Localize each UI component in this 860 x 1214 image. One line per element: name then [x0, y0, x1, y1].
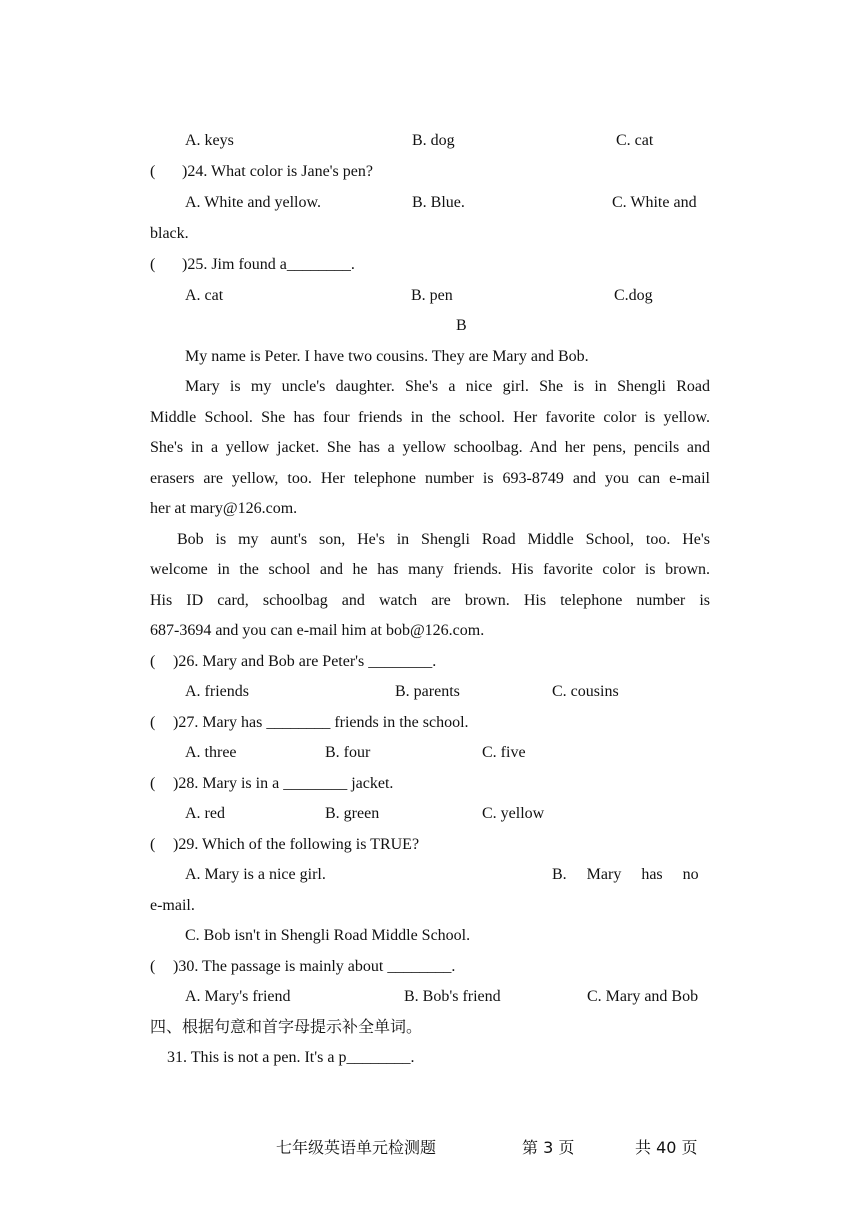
q24-option-c-cont: black.	[150, 225, 189, 242]
q30-option-a: A. Mary's friend	[185, 988, 291, 1005]
q24-answer-paren: (	[150, 163, 156, 180]
passage-p2-line-4: erasers are yellow, too. Her telephone number is 693-8749 and you can e-mail	[150, 470, 710, 487]
q30-answer-paren: (	[150, 958, 156, 975]
q27-question: )27. Mary has ________ friends in the school.	[173, 714, 469, 731]
q25-answer-paren: (	[150, 256, 156, 273]
q29-option-c: C. Bob isn't in Shengli Road Middle School.	[185, 927, 471, 944]
passage-p3-line-4: 687-3694 and you can e-mail him at bob@126.com.	[150, 622, 485, 639]
q28-option-a: A. red	[185, 805, 225, 822]
q23-option-a: A. keys	[185, 132, 234, 149]
q23-option-b: B. dog	[412, 132, 455, 149]
q25-option-a: A. cat	[185, 287, 224, 304]
q25-question: )25. Jim found a________.	[182, 256, 355, 273]
q28-answer-paren: (	[150, 775, 156, 792]
q28-option-c: C. yellow	[482, 805, 545, 822]
q29-option-a: A. Mary is a nice girl.	[185, 866, 326, 883]
q26-question: )26. Mary and Bob are Peter's ________.	[173, 653, 437, 670]
q25-option-b: B. pen	[411, 287, 453, 304]
q24-option-a: A. White and yellow.	[185, 194, 321, 211]
q30-option-c: C. Mary and Bob	[587, 988, 699, 1005]
q27-answer-paren: (	[150, 714, 156, 731]
q24-option-b: B. Blue.	[412, 194, 465, 211]
section-b-title: B	[456, 317, 467, 334]
q30-option-b: B. Bob's friend	[404, 988, 501, 1005]
q26-option-b: B. parents	[395, 683, 460, 700]
q24-question: )24. What color is Jane's pen?	[182, 163, 373, 180]
q29-option-b: B. Mary has no	[552, 866, 699, 883]
q23-option-c: C. cat	[616, 132, 654, 149]
footer-page-number: 第 3 页	[522, 1138, 575, 1157]
q27-option-a: A. three	[185, 744, 237, 761]
passage-p2-line-5: her at mary@126.com.	[150, 500, 298, 517]
q25-option-c: C.dog	[614, 287, 653, 304]
footer-title: 七年级英语单元检测题	[276, 1138, 437, 1157]
q28-question: )28. Mary is in a ________ jacket.	[173, 775, 394, 792]
q27-option-b: B. four	[325, 744, 371, 761]
q30-question: )30. The passage is mainly about ________.	[173, 958, 456, 975]
q28-option-b: B. green	[325, 805, 380, 822]
section-4-heading: 四、根据句意和首字母提示补全单词。	[150, 1017, 423, 1036]
q27-option-c: C. five	[482, 744, 526, 761]
q29-option-b-cont: e-mail.	[150, 897, 195, 914]
q31-question: 31. This is not a pen. It's a p________.	[167, 1049, 415, 1066]
q24-option-c: C. White and	[612, 194, 697, 211]
passage-p2-line-1: Mary is my uncle's daughter. She's a nice girl. She is in Shengli Road	[185, 378, 710, 395]
passage-p2-line-3: She's in a yellow jacket. She has a yellow schoolbag. And her pens, pencils and	[150, 439, 710, 456]
passage-paragraph-1: My name is Peter. I have two cousins. They are Mary and Bob.	[185, 348, 589, 365]
passage-p3-line-1: Bob is my aunt's son, He's in Shengli Road Middle School, too. He's	[177, 531, 710, 548]
footer-total-pages: 共 40 页	[635, 1138, 698, 1157]
passage-p3-line-2: welcome in the school and he has many friends. His favorite color is brown.	[150, 561, 710, 578]
q26-option-a: A. friends	[185, 683, 249, 700]
q29-question: )29. Which of the following is TRUE?	[173, 836, 420, 853]
passage-p2-line-2: Middle School. She has four friends in the school. Her favorite color is yellow.	[150, 409, 710, 426]
q26-answer-paren: (	[150, 653, 156, 670]
q29-answer-paren: (	[150, 836, 156, 853]
q26-option-c: C. cousins	[552, 683, 619, 700]
passage-p3-line-3: His ID card, schoolbag and watch are brown. His telephone number is	[150, 592, 710, 609]
